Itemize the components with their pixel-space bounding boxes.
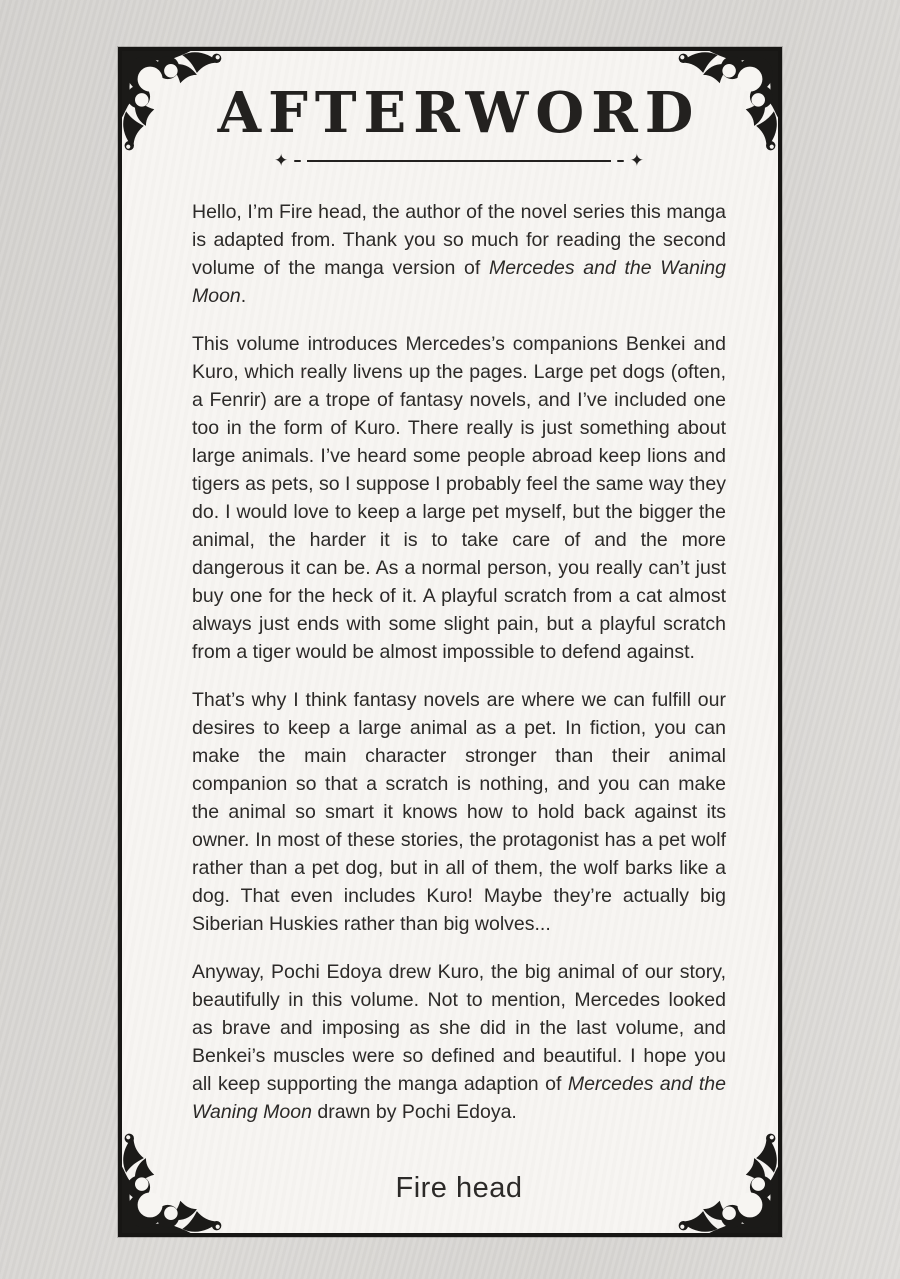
divider-rule: [307, 160, 611, 162]
author-signature: Fire head: [395, 1171, 523, 1204]
page-title: AFTERWORD: [217, 80, 701, 146]
afterword-page: [118, 47, 782, 1237]
divider-dash-left: [294, 160, 301, 162]
afterword-paragraphs: [192, 198, 726, 1126]
paragraph: This volume introduces Mercedes’s companions Benkei and Kuro, which really livens up the pages. Large pet dogs (often, a Fenrir) are a trope of fantasy novels, and I’ve included one too in the form of Kuro. There really is just something about large animals. I’ve heard some people abroad keep lions and tigers as pets, so I suppose I probably feel the same way they do. I would love to keep a large pet myself, but the bigger the animal, the harder it is to take care of and the more dangerous it can be. As a normal person, you really can’t just buy one for the heck of it. A playful scratch from a cat almost always just ends with some slight pain, but a playful scratch from a tiger would be almost impossible to defend against.: [192, 332, 726, 663]
paragraph: Hello, I’m Fire head, the author of the novel series this manga is adapted from. Thank you so much for reading the second volume of the manga version of Mercedes and the Waning Moon.: [192, 200, 726, 307]
diamond-ornament-right: ✦: [629, 150, 644, 171]
paragraph: That’s why I think fantasy novels are where we can fulfill our desires to keep a large animal as a pet. In fiction, you can make the main character stronger than their animal companion so that a scratch is nothing, and you can make the animal so smart it knows how to hold back against its owner. In most of these stories, the protagonist has a pet wolf rather than a pet dog, but in all of them, the wolf barks like a dog. That even includes Kuro! Maybe they’re actually big Siberian Huskies rather than big wolves...: [192, 688, 726, 935]
title-divider: [274, 150, 644, 171]
divider-dash-right: [617, 160, 624, 162]
paragraph: Anyway, Pochi Edoya drew Kuro, the big animal of our story, beautifully in this volume. Not to mention, Mercedes looked as brave and imposing as she did in the last volume, and Benkei’s muscles were so defined and beautiful. I hope you all keep supporting the manga adaption of Mercedes and the Waning Moon drawn by Pochi Edoya.: [192, 960, 726, 1123]
diamond-ornament-left: ✦: [274, 150, 289, 171]
